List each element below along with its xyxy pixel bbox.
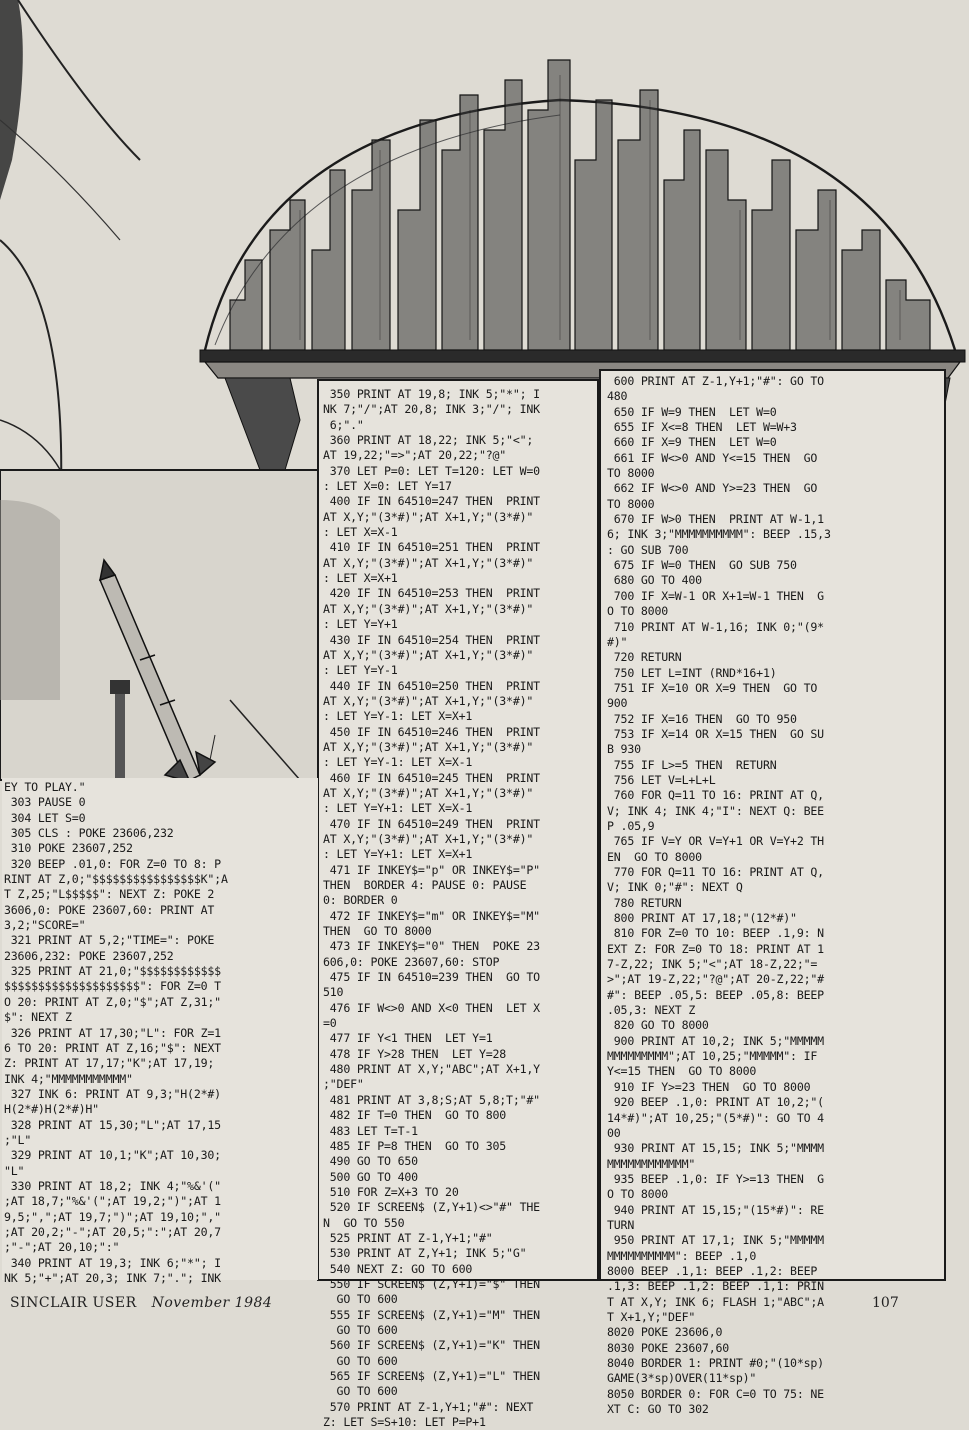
code-line: : GO SUB 700 <box>607 542 689 557</box>
code-line: 770 FOR Q=11 TO 16: PRINT AT Q, <box>607 865 824 879</box>
listing-column-middle <box>323 387 593 1430</box>
code-line: $": NEXT Z <box>4 1010 72 1025</box>
code-line: AT X,Y;"(3*#)";AT X+1,Y;"(3*#)" <box>323 739 534 754</box>
code-line: 472 IF INKEY$="m" OR INKEY$="M" <box>323 908 540 923</box>
code-line: 470 IF IN 64510=249 THEN PRINT <box>323 816 540 831</box>
code-line: AT X,Y;"(3*#)";AT X+1,Y;"(3*#)" <box>323 555 534 570</box>
code-line: : LET Y=Y-1: LET X=X+1 <box>323 709 473 724</box>
code-line: 23606,232: POKE 23607,252 <box>4 948 174 963</box>
code-line: =0 <box>323 1016 337 1031</box>
code-line: GAME(3*sp)OVER(11*sp)" <box>607 1371 757 1386</box>
code-line: 940 PRINT AT 15,15;"(15*#)": RE <box>607 1202 824 1217</box>
code-line: 500 GO TO 400 <box>323 1169 418 1184</box>
code-line: 765 IF V=Y OR V=Y+1 OR V=Y+2 TH <box>607 834 824 849</box>
code-line: 675 IF W=0 THEN GO SUB 750 <box>607 558 797 573</box>
code-line: 477 IF Y<1 THEN LET Y=1 <box>323 1031 493 1046</box>
code-line: 321 PRINT AT 5,2;"TIME=": POKE <box>4 933 215 948</box>
code-line: ;"-";AT 20,10;":" <box>4 1240 120 1255</box>
code-line: GO TO 600 <box>323 1292 398 1307</box>
code-line: 400 IF IN 64510=247 THEN PRINT <box>323 494 540 509</box>
code-line: 420 IF IN 64510=253 THEN PRINT <box>323 586 540 601</box>
code-line: O TO 8000 <box>607 1187 669 1202</box>
code-line: 471 IF INKEY$="p" OR INKEY$="P" <box>323 862 540 877</box>
code-line: 520 IF SCREEN$ (Z,Y+1)<>"#" THE <box>323 1200 540 1215</box>
code-line: 510 FOR Z=X+3 TO 20 <box>323 1184 459 1199</box>
code-line: : LET X=0: LET Y=17 <box>323 479 452 494</box>
code-line: 410 IF IN 64510=251 THEN PRINT <box>323 540 540 555</box>
code-line: 3606,0: POKE 23607,60: PRINT AT <box>4 902 215 917</box>
code-line: 910 IF Y>=23 THEN GO TO 8000 <box>607 1079 811 1094</box>
code-line: 7-Z,22; INK 5;"<";AT 18-Z,22;"= <box>607 957 818 972</box>
code-line: 305 CLS : POKE 23606,232 <box>4 826 174 841</box>
code-line: 750 LET L=INT (RND*16+1) <box>607 665 777 680</box>
code-line: 751 IF X=10 OR X=9 THEN GO TO <box>607 680 818 695</box>
code-line: 606,0: POKE 23607,60: STOP <box>323 954 500 969</box>
code-line: P .05,9 <box>607 818 655 833</box>
code-line: : LET Y=Y+1: LET X=X+1 <box>323 847 473 862</box>
code-line: 370 LET P=0: LET T=120: LET W=0 <box>323 463 540 478</box>
code-line: ;AT 20,2;"-";AT 20,5;":";AT 20,7 <box>4 1224 221 1239</box>
code-line: GO TO 600 <box>323 1353 398 1368</box>
code-line: 935 BEEP .1,0: IF Y>=13 THEN G <box>607 1171 824 1186</box>
code-line: : LET Y=Y-1 <box>323 663 398 678</box>
code-line: AT X,Y;"(3*#)";AT X+1,Y;"(3*#)" <box>323 647 534 662</box>
code-line: 8020 POKE 23606,0 <box>607 1325 723 1340</box>
code-line: 650 IF W=9 THEN LET W=0 <box>607 404 777 419</box>
code-line: .1,3: BEEP .1,2: BEEP .1,1: PRIN <box>607 1279 824 1294</box>
code-line: 661 IF W<>0 AND Y<=15 THEN GO <box>607 450 818 465</box>
code-line: AT X,Y;"(3*#)";AT X+1,Y;"(3*#)" <box>323 693 534 708</box>
code-line: T Z,25;"L$$$$$": NEXT Z: POKE 2 <box>4 887 215 902</box>
code-line: B 930 <box>607 742 641 757</box>
code-line: MMMMMMMMM";AT 10,25;"MMMMM": IF <box>607 1049 818 1064</box>
code-line: 440 IF IN 64510=250 THEN PRINT <box>323 678 540 693</box>
code-line: 540 NEXT Z: GO TO 600 <box>323 1261 473 1276</box>
code-line: 555 IF SCREEN$ (Z,Y+1)="M" THEN <box>323 1307 540 1322</box>
code-line: : LET Y=Y+1: LET X=X-1 <box>323 801 473 816</box>
code-line: 710 PRINT AT W-1,16; INK 0;"(9* <box>607 619 824 634</box>
code-line: 478 IF Y>28 THEN LET Y=28 <box>323 1046 507 1061</box>
code-line: AT X,Y;"(3*#)";AT X+1,Y;"(3*#)" <box>323 831 534 846</box>
code-line: 325 PRINT AT 21,0;"$$$$$$$$$$$$ <box>4 964 221 979</box>
code-line: $$$$$$$$$$$$$$$$$$$$": FOR Z=0 T <box>4 979 221 994</box>
code-line: ;AT 18,7;"%&'(";AT 19,2;")";AT 1 <box>4 1194 221 1209</box>
code-line: 930 PRINT AT 15,15; INK 5;"MMMM <box>607 1141 824 1156</box>
code-line: 330 PRINT AT 18,2; INK 4;"%&'(" <box>4 1178 221 1193</box>
code-line: 476 IF W<>0 AND X<0 THEN LET X <box>323 1000 540 1015</box>
code-line: #": BEEP .05,5: BEEP .05,8: BEEP <box>607 987 824 1002</box>
code-line: 950 PRINT AT 17,1; INK 5;"MMMMM <box>607 1233 824 1248</box>
code-line: 480 PRINT AT X,Y;"ABC";AT X+1,Y <box>323 1062 540 1077</box>
code-line: AT X,Y;"(3*#)";AT X+1,Y;"(3*#)" <box>323 601 534 616</box>
code-line: 475 IF IN 64510=239 THEN GO TO <box>323 970 540 985</box>
code-line: 00 <box>607 1125 621 1140</box>
code-line: 481 PRINT AT 3,8;S;AT 5,8;T;"#" <box>323 1092 540 1107</box>
code-line: THEN BORDER 4: PAUSE 0: PAUSE <box>323 878 527 892</box>
code-line: 680 GO TO 400 <box>607 573 702 588</box>
code-line: 304 LET S=0 <box>4 810 86 825</box>
code-line: 328 PRINT AT 15,30;"L";AT 17,15 <box>4 1117 221 1132</box>
code-line: 9,5;",";AT 19,7;")";AT 19,10;"," <box>4 1209 221 1224</box>
code-line: 752 IF X=16 THEN GO TO 950 <box>607 711 797 726</box>
code-line: 6; INK 3;"MMMMMMMMMM": BEEP .15,3 <box>607 527 831 542</box>
code-line: 655 IF X<=8 THEN LET W=W+3 <box>607 420 797 435</box>
page-number: 107 <box>872 1295 899 1311</box>
code-line: XT C: GO TO 302 <box>607 1402 709 1417</box>
listing-column-right <box>607 374 927 1417</box>
code-line: N GO TO 550 <box>323 1215 405 1230</box>
code-line: Y<=15 THEN GO TO 8000 <box>607 1064 757 1079</box>
code-line: 360 PRINT AT 18,22; INK 5;"<"; <box>323 433 534 448</box>
code-line: MMMMMMMMMMMM" <box>607 1156 696 1171</box>
code-line: ;"L" <box>4 1132 32 1147</box>
code-line: 326 PRINT AT 17,30;"L": FOR Z=1 <box>4 1025 221 1040</box>
code-line: 6;"." <box>323 417 364 432</box>
code-line: 780 RETURN <box>607 895 682 910</box>
code-line: 900 <box>607 696 628 711</box>
code-line: 14*#)";AT 10,25;"(5*#)": GO TO 4 <box>607 1110 824 1125</box>
code-line: EXT Z: FOR Z=0 TO 18: PRINT AT 1 <box>607 941 824 956</box>
code-line: INK 4;"MMMMMMMMMMM" <box>4 1071 133 1086</box>
code-line: 810 FOR Z=0 TO 10: BEEP .1,9: N <box>607 926 824 941</box>
code-line: 327 INK 6: PRINT AT 9,3;"H(2*#) <box>4 1086 221 1101</box>
dome-platform <box>200 350 965 362</box>
code-line: NK 5;"+";AT 20,3; INK 7;"."; INK <box>4 1271 221 1285</box>
code-line: 720 RETURN <box>607 650 682 665</box>
code-line: 510 <box>323 985 344 1000</box>
code-line: 473 IF INKEY$="0" THEN POKE 23 <box>323 939 540 954</box>
code-line: 480 <box>607 389 628 404</box>
code-line: .05,3: NEXT Z <box>607 1003 696 1018</box>
code-line: 660 IF X=9 THEN LET W=0 <box>607 435 777 450</box>
code-line: THEN GO TO 8000 <box>323 924 432 939</box>
code-line: 482 IF T=0 THEN GO TO 800 <box>323 1108 507 1123</box>
code-line: 700 IF X=W-1 OR X+1=W-1 THEN G <box>607 588 824 603</box>
code-line: AT X,Y;"(3*#)";AT X+1,Y;"(3*#)" <box>323 785 534 800</box>
code-line: ;"DEF" <box>323 1077 364 1092</box>
code-line: 6 TO 20: PRINT AT Z,16;"$": NEXT <box>4 1040 221 1055</box>
code-line: V; INK 4; INK 4;"I": NEXT Q: BEE <box>607 803 824 818</box>
code-line: : LET Y=Y+1 <box>323 617 398 632</box>
code-line: #)" <box>607 634 628 649</box>
code-line: 525 PRINT AT Z-1,Y+1;"#" <box>323 1230 493 1245</box>
code-line: 8040 BORDER 1: PRINT #0;"(10*sp) <box>607 1356 824 1370</box>
code-line: 530 PRINT AT Z,Y+1; INK 5;"G" <box>323 1246 527 1261</box>
code-line: 8050 BORDER 0: FOR C=0 TO 75: NE <box>607 1386 824 1401</box>
code-line: 483 LET T=T-1 <box>323 1123 418 1138</box>
skyline <box>230 60 930 350</box>
code-line: 920 BEEP .1,0: PRINT AT 10,2;"( <box>607 1095 824 1110</box>
code-line: EY TO PLAY." <box>4 780 86 794</box>
code-line: V; INK 0;"#": NEXT Q <box>607 880 743 895</box>
code-line: 670 IF W>0 THEN PRINT AT W-1,1 <box>607 512 824 527</box>
code-line: 303 PAUSE 0 <box>4 795 86 810</box>
code-line: T AT X,Y; INK 6; FLASH 1;"ABC";A <box>607 1294 824 1309</box>
code-line: TURN <box>607 1217 635 1232</box>
code-line: T X+1,Y;"DEF" <box>607 1309 696 1324</box>
code-line: 570 PRINT AT Z-1,Y+1;"#": NEXT <box>323 1399 534 1414</box>
code-line: 550 IF SCREEN$ (Z,Y+1)="$" THEN <box>323 1276 540 1291</box>
code-line: 3,2;"SCORE=" <box>4 918 86 933</box>
code-line: TO 8000 <box>607 496 655 511</box>
code-line: 756 LET V=L+L+L <box>607 772 716 787</box>
code-line: 320 BEEP .01,0: FOR Z=0 TO 8: P <box>4 856 221 871</box>
code-line: 329 PRINT AT 10,1;"K";AT 10,30; <box>4 1148 221 1163</box>
code-line: GO TO 600 <box>323 1384 398 1399</box>
code-line: MMMMMMMMMM": BEEP .1,0 <box>607 1248 757 1263</box>
code-line: TO 8000 <box>607 466 655 481</box>
code-line: 900 PRINT AT 10,2; INK 5;"MMMMM <box>607 1033 824 1048</box>
code-line: AT X,Y;"(3*#)";AT X+1,Y;"(3*#)" <box>323 509 534 524</box>
code-line: H(2*#)H(2*#)H" <box>4 1102 99 1117</box>
code-line: 662 IF W<>0 AND Y>=23 THEN GO <box>607 481 818 496</box>
code-line: 753 IF X=14 OR X=15 THEN GO SU <box>607 726 824 741</box>
code-line: 450 IF IN 64510=246 THEN PRINT <box>323 724 540 739</box>
code-line: 8030 POKE 23607,60 <box>607 1340 730 1355</box>
code-line: 8000 BEEP .1,1: BEEP .1,2: BEEP <box>607 1263 818 1278</box>
code-line: 485 IF P=8 THEN GO TO 305 <box>323 1138 507 1153</box>
code-line: Z: PRINT AT 17,17;"K";AT 17,19; <box>4 1056 215 1071</box>
code-line: 600 PRINT AT Z-1,Y+1;"#": GO TO <box>607 374 824 388</box>
code-line: : LET X=X-1 <box>323 525 398 540</box>
code-line: O TO 8000 <box>607 604 669 619</box>
code-line: 800 PRINT AT 17,18;"(12*#)" <box>607 911 797 926</box>
code-line: 340 PRINT AT 19,3; INK 6;"*"; I <box>4 1255 221 1270</box>
code-line: GO TO 600 <box>323 1322 398 1337</box>
code-line: 565 IF SCREEN$ (Z,Y+1)="L" THEN <box>323 1369 540 1383</box>
listing-column-left <box>4 780 312 1286</box>
code-line: 350 PRINT AT 19,8; INK 5;"*"; I <box>323 387 540 401</box>
code-line: 460 IF IN 64510=245 THEN PRINT <box>323 770 540 785</box>
code-line: O 20: PRINT AT Z,0;"$";AT Z,31;" <box>4 994 221 1009</box>
code-line: 310 POKE 23607,252 <box>4 841 133 856</box>
magazine-name: SINCLAIR USER <box>10 1295 137 1311</box>
code-line: >";AT 19-Z,22;"?@";AT 20-Z,22;"# <box>607 972 824 987</box>
left-page-edge <box>0 0 23 200</box>
code-line: NK 7;"/";AT 20,8; INK 3;"/"; INK <box>323 402 540 417</box>
code-line: 490 GO TO 650 <box>323 1154 418 1169</box>
code-line: 755 IF L>=5 THEN RETURN <box>607 757 777 772</box>
code-line: 760 FOR Q=11 TO 16: PRINT AT Q, <box>607 788 824 803</box>
code-line: Z: LET S=S+10: LET P=P+1 <box>323 1415 486 1430</box>
footer-magazine <box>10 1295 272 1311</box>
code-line: : LET X=X+1 <box>323 571 398 586</box>
code-line: : LET Y=Y-1: LET X=X-1 <box>323 755 473 770</box>
code-line: 820 GO TO 8000 <box>607 1018 709 1033</box>
code-line: EN GO TO 8000 <box>607 849 702 864</box>
code-line: RINT AT Z,0;"$$$$$$$$$$$$$$$$K";A <box>4 872 228 887</box>
code-line: "L" <box>4 1163 25 1178</box>
issue-date: November 1984 <box>151 1295 273 1311</box>
code-line: AT 19,22;"=>";AT 20,22;"?@" <box>323 448 507 463</box>
code-line: 430 IF IN 64510=254 THEN PRINT <box>323 632 540 647</box>
code-line: 0: BORDER 0 <box>323 893 398 908</box>
code-line: 560 IF SCREEN$ (Z,Y+1)="K" THEN <box>323 1338 540 1353</box>
